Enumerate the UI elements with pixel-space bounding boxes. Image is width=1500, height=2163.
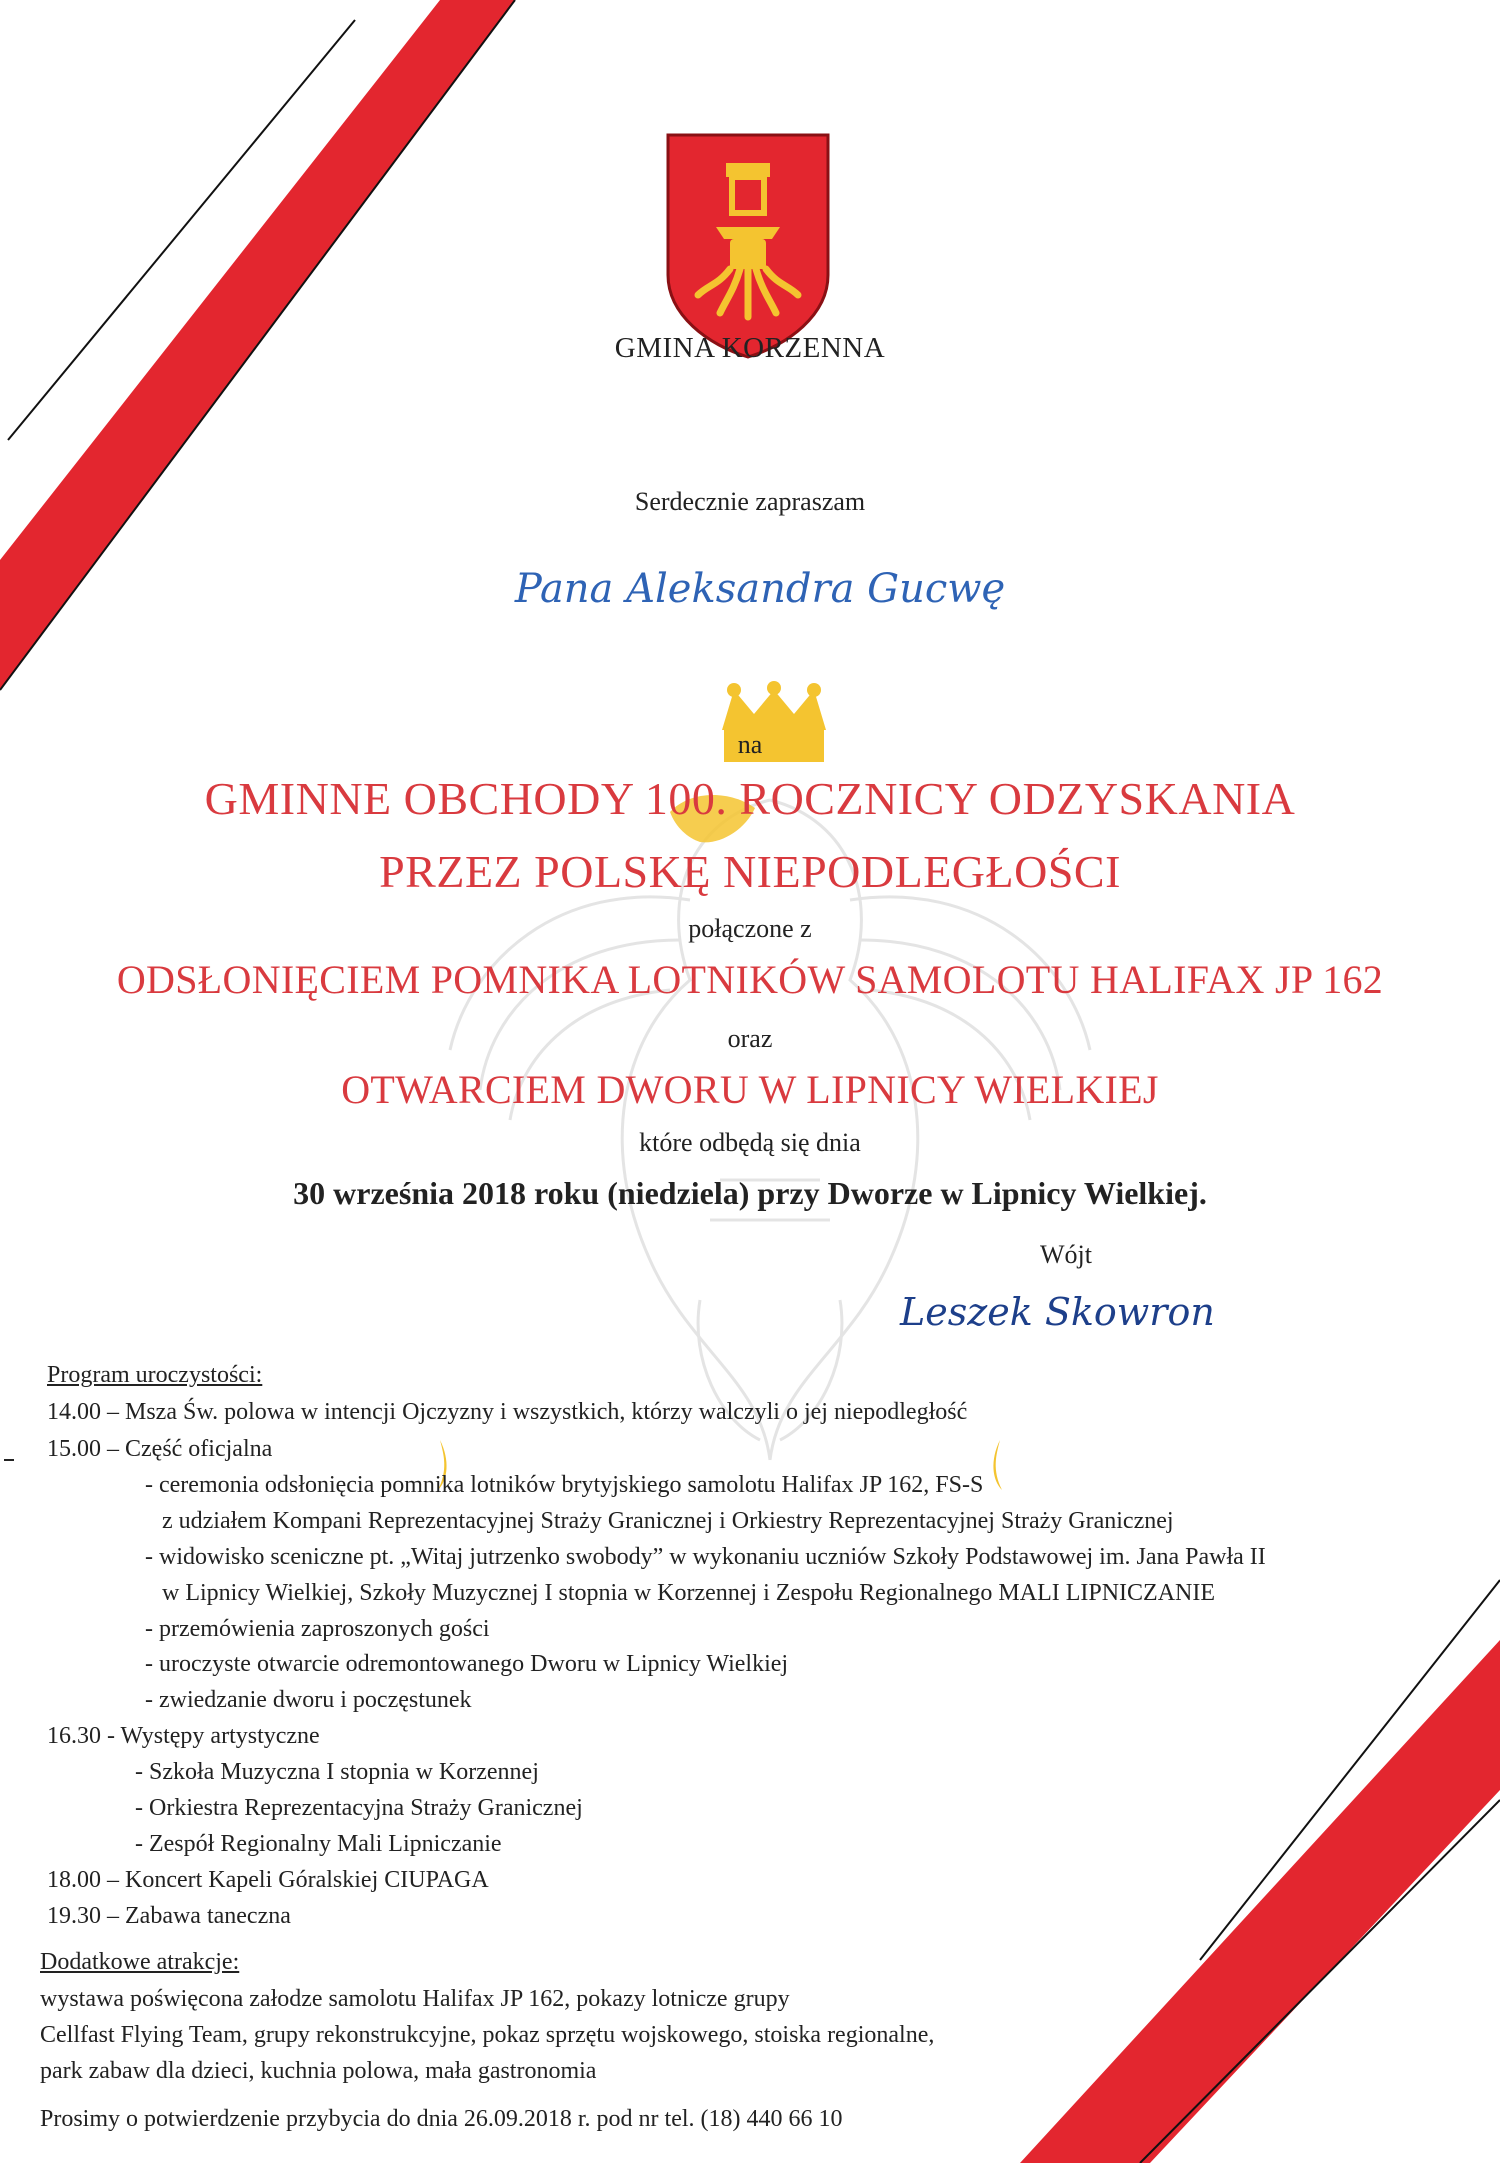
coat-of-arms-icon <box>668 135 828 357</box>
program-line: 14.00 – Msza Św. polowa w intencji Ojczyzny i wszystkich, którzy walczyli o jej niepodległość <box>47 1399 968 1425</box>
program-line: - widowisko sceniczne pt. „Witaj jutrzenko swobody” w wykonaniu uczniów Szkoły Podstawowej im. Jana Pawła II <box>145 1544 1266 1570</box>
program-line: 18.00 – Koncert Kapeli Góralskiej CIUPAGA <box>47 1867 489 1893</box>
title-line-2: PRZEZ POLSKĘ NIEPODLEGŁOŚCI <box>379 846 1121 897</box>
program-line: z udziałem Kompani Reprezentacyjnej Straży Granicznej i Orkiestry Reprezentacyjnej Straży Granicznej <box>162 1508 1174 1534</box>
extras-heading: Dodatkowe atrakcje: <box>40 1949 240 1975</box>
connector-1: połączone z <box>688 914 812 943</box>
title-line-3: ODSŁONIĘCIEM POMNIKA LOTNIKÓW SAMOLOTU HALIFAX JP 162 <box>116 957 1384 1002</box>
extras-line: wystawa poświęcona załodze samolotu Halifax JP 162, pokazy lotnicze grupy <box>40 1986 790 2012</box>
program-line: w Lipnicy Wielkiej, Szkoły Muzycznej I stopnia w Korzennej i Zespołu Regionalnego MALI LIPNICZANIE <box>162 1580 1216 1606</box>
program-line: - uroczyste otwarcie odremontowanego Dworu w Lipnicy Wielkiej <box>145 1651 789 1677</box>
program-line: - Orkiestra Reprezentacyjna Straży Granicznej <box>135 1795 583 1821</box>
program-heading: Program uroczystości: <box>47 1362 263 1388</box>
na-word: na <box>737 730 763 759</box>
connector-2: oraz <box>727 1024 773 1053</box>
program-line: - Szkoła Muzyczna I stopnia w Korzennej <box>135 1759 539 1785</box>
title-line-4: OTWARCIEM DWORU W LIPNICY WIELKIEJ <box>341 1067 1159 1112</box>
eagle-talon-icon <box>993 1440 1002 1490</box>
program-line: 16.30 - Występy artystyczne <box>47 1723 320 1749</box>
flag-stripes-bottom-right <box>1020 1580 1500 2163</box>
guest-name: Pana Aleksandra Gucwę <box>514 566 1006 612</box>
invitation-intro: Serdecznie zapraszam <box>634 487 866 516</box>
title-line-1: GMINNE OBCHODY 100. ROCZNICY ODZYSKANIA <box>204 773 1296 824</box>
extras-line: Cellfast Flying Team, grupy rekonstrukcyjne, pokaz sprzętu wojskowego, stoiska regionalne, <box>40 2022 935 2048</box>
program-line: 19.30 – Zabawa taneczna <box>47 1903 291 1929</box>
extras-line: park zabaw dla dzieci, kuchnia polowa, mała gastronomia <box>40 2058 597 2084</box>
program-line: - Zespół Regionalny Mali Lipniczanie <box>135 1831 502 1857</box>
rsvp-note: Prosimy o potwierdzenie przybycia do dnia 26.09.2018 r. pod nr tel. (18) 440 66 10 <box>40 2106 843 2132</box>
program-line: 15.00 – Część oficjalna <box>47 1436 273 1462</box>
program-line: - przemówienia zaproszonych gości <box>145 1616 490 1642</box>
event-date: 30 września 2018 roku (niedziela) przy Dworze w Lipnicy Wielkiej. <box>293 1175 1207 1211</box>
signature: Leszek Skowron <box>900 1290 1215 1334</box>
program-line: - ceremonia odsłonięcia pomnika lotników brytyjskiego samolotu Halifax JP 162, FS-S <box>145 1472 984 1498</box>
org-name: GMINA KORZENNA <box>614 332 886 364</box>
connector-3: które odbędą się dnia <box>639 1128 861 1157</box>
program-line: - zwiedzanie dworu i poczęstunek <box>145 1687 472 1713</box>
signer-title: Wójt <box>1040 1240 1092 1269</box>
